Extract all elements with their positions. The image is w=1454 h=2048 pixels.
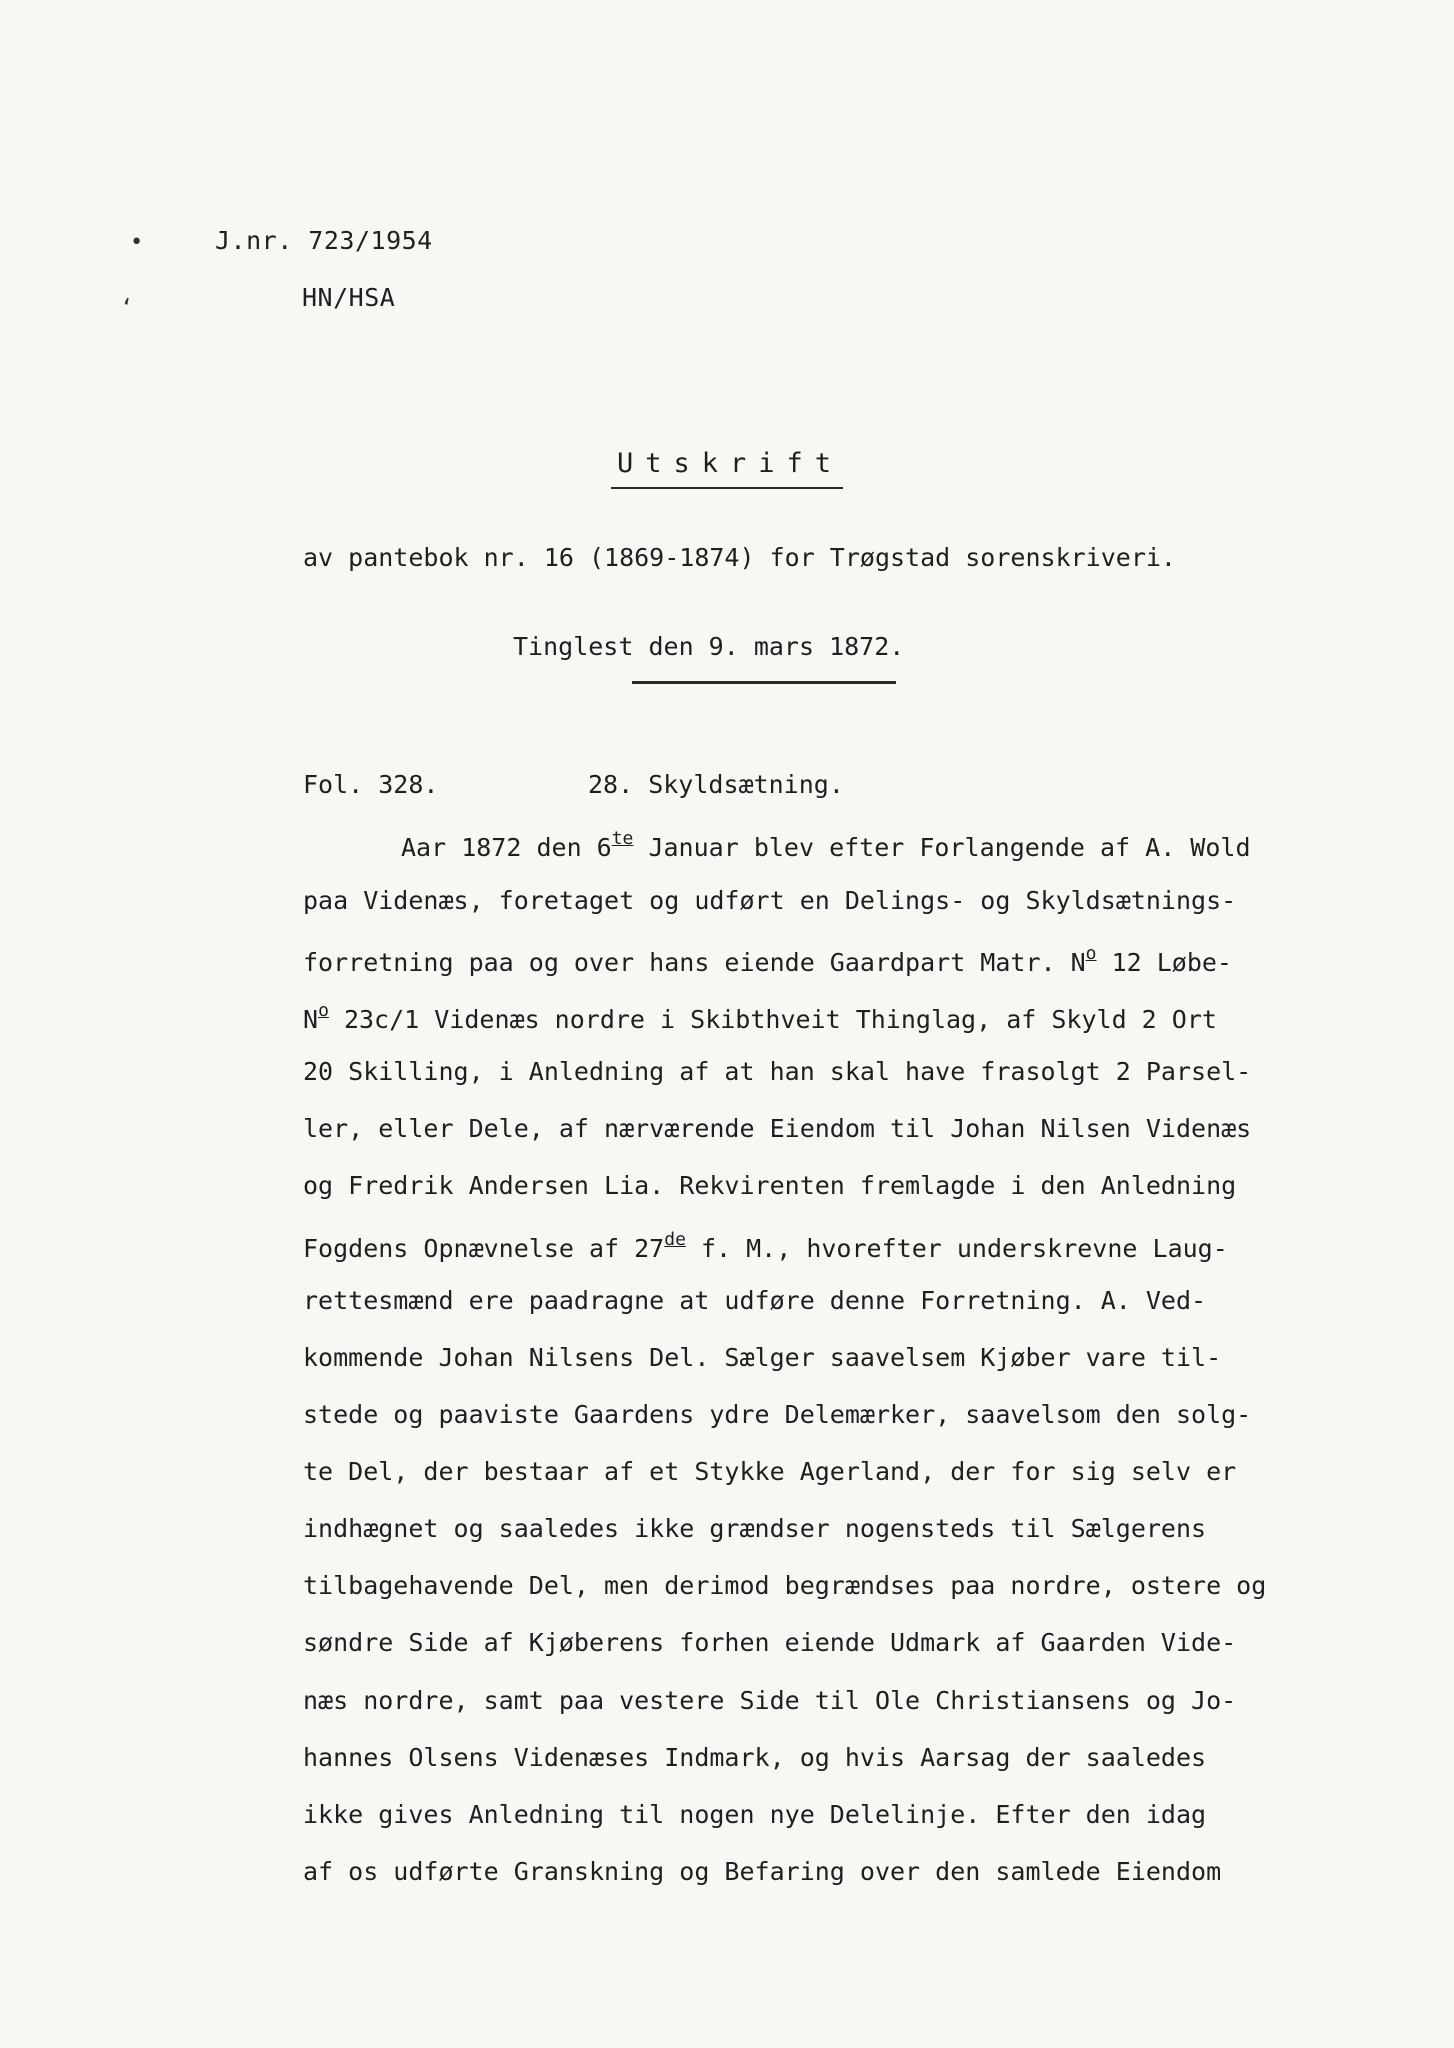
body-line — [303, 1114, 1251, 1143]
superscript: te — [611, 828, 634, 849]
body-line-text: paa Videnæs, foretaget og udført en Delings- og Skyldsætnings- — [303, 886, 1237, 915]
body-line-text: Aar 1872 den 6 — [401, 833, 612, 862]
body-line — [303, 1743, 1206, 1772]
body-line — [303, 1457, 1236, 1486]
body-line-text: stede og paaviste Gaardens ydre Delemærker, saavelsom den solg- — [303, 1400, 1252, 1429]
body-line-text: ikke gives Anledning til nogen nye Delelinje. Efter den idag — [303, 1800, 1207, 1829]
body-line-text: af os udførte Granskning og Befaring over den samlede Eiendom — [303, 1857, 1222, 1886]
body-line-text: Januar blev efter Forlangende af A. Wold — [633, 833, 1251, 862]
body-line — [303, 1171, 1236, 1200]
subtitle-line-2: Tinglest den 9. mars 1872. — [513, 632, 905, 661]
body-line-text: indhægnet og saaledes ikke grændser nogensteds til Sælgerens — [303, 1514, 1207, 1543]
body-line-text: og Fredrik Andersen Lia. Rekvirenten fremlagde i den Anledning — [303, 1171, 1237, 1200]
journal-number: J.nr. 723/1954 — [215, 226, 433, 255]
body-line-text: tilbagehavende Del, men derimod begrændses paa nordre, ostere og — [303, 1571, 1267, 1600]
body-line-text: kommende Johan Nilsens Del. Sælger saavelsem Kjøber vare til- — [303, 1343, 1222, 1372]
body-line — [303, 1286, 1206, 1315]
margin-mark-icon: ‘ — [120, 296, 134, 321]
body-line-text: f. M., hvorefter underskrevne Laug- — [685, 1234, 1228, 1263]
body-line — [303, 1229, 1228, 1263]
body-line — [303, 943, 1232, 977]
body-line-text: hannes Olsens Videnæses Indmark, og hvis Aarsag der saaledes — [303, 1743, 1207, 1772]
subtitle-line-1: av pantebok nr. 16 (1869-1874) for Trøgstad sorenskriveri. — [303, 543, 1176, 572]
body-line — [303, 1857, 1221, 1886]
body-line-text: te Del, der bestaar af et Stykke Agerland, der for sig selv er — [303, 1457, 1237, 1486]
body-line — [303, 1628, 1236, 1657]
body-line-text: søndre Side af Kjøberens forhen eiende Udmark af Gaarden Vide- — [303, 1628, 1237, 1657]
document-title-text: Utskrift — [611, 448, 843, 489]
initials: HN/HSA — [302, 283, 396, 312]
body-line — [303, 1514, 1206, 1543]
superscript: o — [318, 1000, 329, 1021]
body-line — [303, 886, 1236, 915]
body-line-text: næs nordre, samt paa vestere Side til Ole Christiansens og Jo- — [303, 1686, 1237, 1715]
document-title — [0, 448, 1454, 479]
body-line-text: 12 Løbe- — [1096, 948, 1232, 977]
body-line-text: forretning paa og over hans eiende Gaardpart Matr. N — [303, 948, 1086, 977]
body-line — [303, 1400, 1251, 1429]
body-line — [303, 1800, 1206, 1829]
body-line — [303, 1343, 1221, 1372]
entry-heading: 28. Skyldsætning. — [588, 770, 844, 799]
body-line — [303, 1686, 1236, 1715]
body-line-text: 20 Skilling, i Anledning af at han skal have frasolgt 2 Parsel- — [303, 1057, 1252, 1086]
superscript: o — [1085, 943, 1097, 964]
body-line-text: ler, eller Dele, af nærværende Eiendom til Johan Nilsen Videnæs — [303, 1114, 1252, 1143]
body-line-text: 23c/1 Videnæs nordre i Skibthveit Thinglag, af Skyld 2 Ort — [328, 1005, 1217, 1034]
superscript: de — [664, 1229, 686, 1250]
body-line-text: Fogdens Opnævnelse af 27 — [303, 1234, 665, 1263]
margin-mark-icon: • — [130, 230, 144, 255]
body-line — [303, 1000, 1217, 1034]
body-line — [401, 828, 1251, 862]
divider-line — [632, 681, 896, 684]
folio-number: Fol. 328. — [303, 770, 439, 799]
body-line — [303, 1571, 1266, 1600]
body-line-text: N — [303, 1005, 319, 1034]
body-line — [303, 1057, 1251, 1086]
body-line-text: rettesmænd ere paadragne at udføre denne Forretning. A. Ved- — [303, 1286, 1207, 1315]
